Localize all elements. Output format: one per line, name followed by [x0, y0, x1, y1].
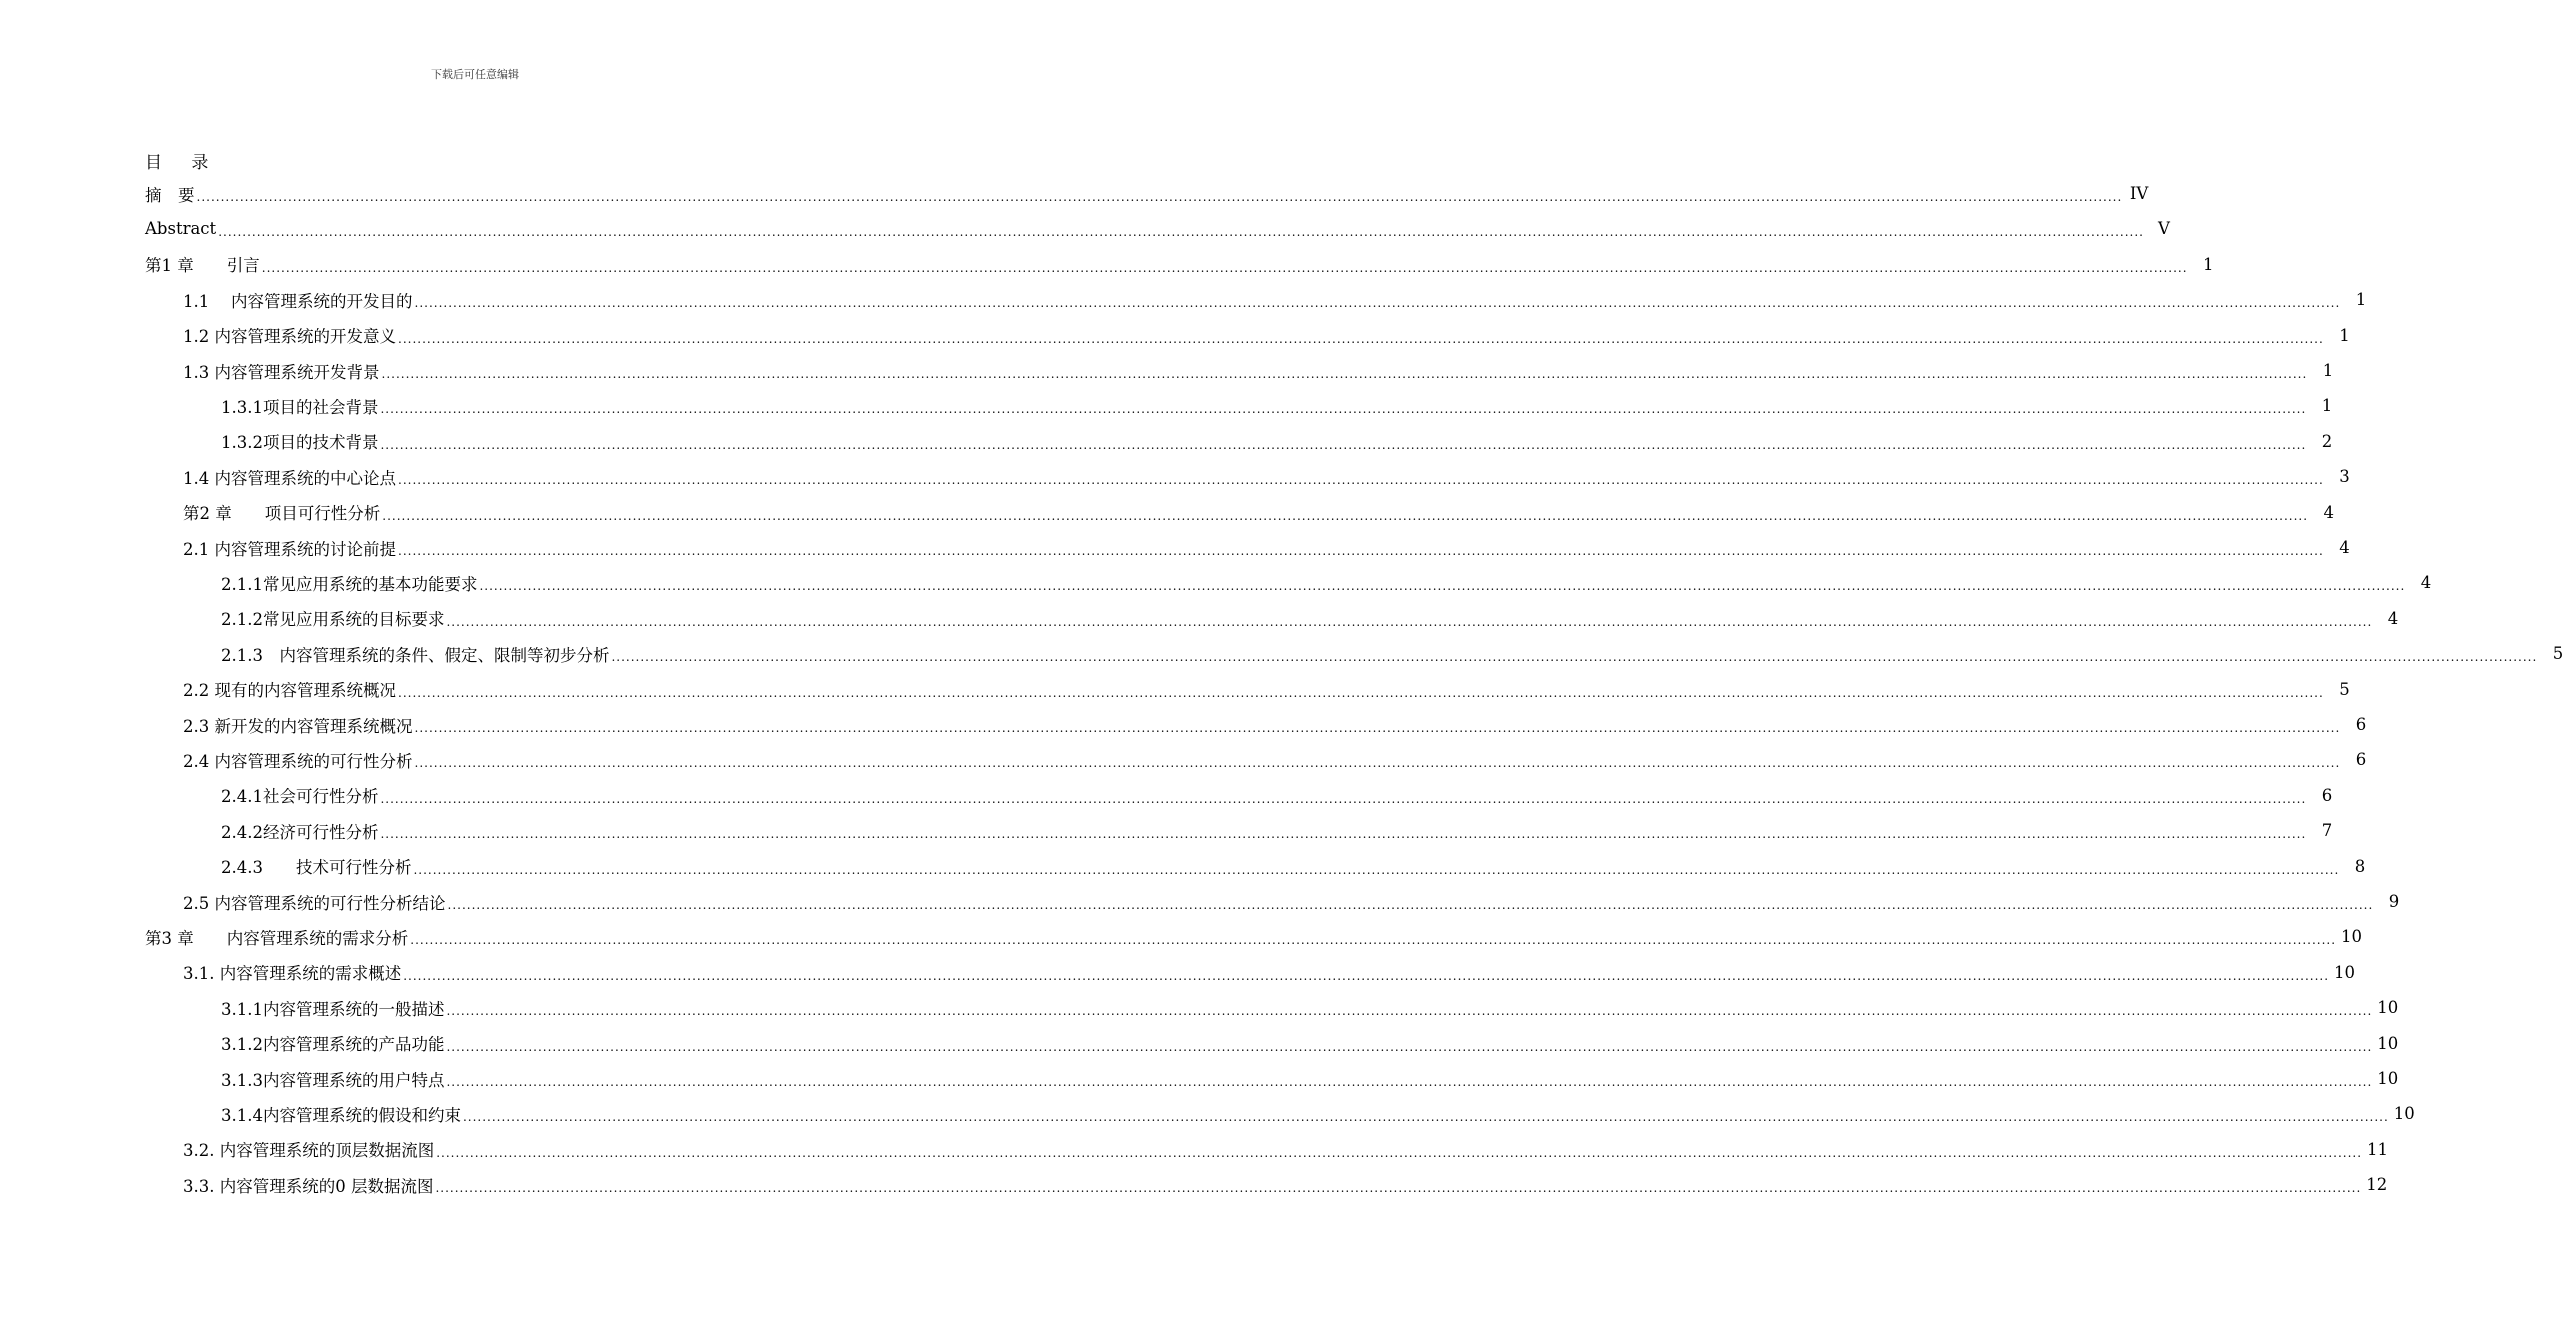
toc-entry[interactable] — [183, 884, 2400, 919]
toc-entry-label: 3.2. 内容管理系统的顶层数据流图 — [183, 1141, 435, 1161]
toc-entry-page-number: 1 — [2355, 290, 2367, 310]
toc-entry-page-number: 1 — [2339, 325, 2350, 345]
toc-dot-leader: ................................................................................................................................................................................................................................................................................................................................................................................................................ — [447, 898, 2374, 912]
toc-dot-leader: ................................................................................................................................................................................................................................................................................................................................................................................................................ — [410, 933, 2337, 948]
toc-dot-leader: ................................................................................................................................................................................................................................................................................................................................................................................................................ — [446, 614, 2373, 629]
toc-dot-leader: ................................................................................................................................................................................................................................................................................................................................................................................................................ — [462, 1110, 2389, 1125]
toc-dot-leader: ................................................................................................................................................................................................................................................................................................................................................................................................................ — [403, 968, 2330, 983]
toc-entry-page-number: 10 — [2377, 1069, 2399, 1088]
toc-entry-page-number: 10 — [2377, 1033, 2399, 1053]
toc-entry[interactable] — [145, 919, 2363, 954]
toc-entry-label: 2.3 新开发的内容管理系统概况 — [183, 716, 413, 736]
toc-entry-label: 3.1.4内容管理系统的假设和约束 — [221, 1105, 461, 1125]
toc-entry-page-number: 6 — [2321, 785, 2333, 805]
toc-entry[interactable] — [183, 955, 2356, 990]
toc-entry-label: 2.1 内容管理系统的讨论前提 — [183, 539, 396, 559]
toc-entry[interactable] — [221, 601, 2399, 636]
toc-entry[interactable] — [183, 707, 2367, 742]
toc-entry[interactable] — [221, 813, 2333, 848]
toc-entry[interactable] — [221, 1096, 2415, 1131]
toc-entry-label: 2.4.3 技术可行性分析 — [221, 858, 412, 878]
toc-title: 目 录 — [145, 153, 221, 173]
toc-entry[interactable] — [183, 318, 2350, 353]
toc-entry-page-number: 4 — [2420, 573, 2432, 593]
toc-dot-leader: ................................................................................................................................................................................................................................................................................................................................................................................................................ — [413, 862, 2340, 877]
toc-entry-page-number: 5 — [2339, 679, 2350, 699]
toc-entry-page-number: 4 — [2387, 608, 2399, 628]
toc-entry-page-number: 4 — [2339, 538, 2350, 557]
page-header-note: 下载后可任意编辑 — [431, 68, 519, 81]
toc-dot-leader: ................................................................................................................................................................................................................................................................................................................................................................................................................ — [398, 544, 2324, 558]
toc-dot-leader: ................................................................................................................................................................................................................................................................................................................................................................................................................ — [261, 260, 2188, 275]
toc-entry[interactable] — [145, 211, 2170, 246]
toc-entry-page-number: V — [2158, 219, 2170, 239]
toc-entry-page-number: 10 — [2334, 962, 2356, 982]
toc-entry[interactable] — [183, 1167, 2388, 1202]
toc-dot-leader: ................................................................................................................................................................................................................................................................................................................................................................................................................ — [446, 1039, 2373, 1054]
toc-entry-page-number: 6 — [2355, 715, 2367, 734]
toc-entry-page-number: 1 — [2322, 361, 2334, 380]
toc-entry-label: 1.3.1项目的社会背景 — [221, 397, 379, 417]
toc-dot-leader: ................................................................................................................................................................................................................................................................................................................................................................................................................ — [435, 1181, 2362, 1196]
toc-entry-page-number: 6 — [2355, 750, 2367, 770]
toc-entry[interactable] — [221, 1026, 2399, 1061]
toc-entry[interactable] — [221, 1061, 2399, 1096]
toc-entry-label: 第1 章 引言 — [145, 256, 260, 276]
toc-entry-label: 3.1.3内容管理系统的用户特点 — [221, 1070, 445, 1090]
toc-entry[interactable] — [183, 672, 2350, 707]
toc-entry[interactable] — [221, 778, 2333, 813]
toc-entry-label: 2.1.1常见应用系统的基本功能要求 — [221, 574, 478, 594]
toc-dot-leader: ................................................................................................................................................................................................................................................................................................................................................................................................................ — [611, 650, 2538, 665]
toc-dot-leader: ................................................................................................................................................................................................................................................................................................................................................................................................................ — [414, 756, 2341, 771]
toc-entry-label: 1.4 内容管理系统的中心论点 — [183, 468, 396, 488]
toc-dot-leader: ................................................................................................................................................................................................................................................................................................................................................................................................................ — [479, 579, 2406, 594]
toc-entry[interactable] — [183, 1132, 2389, 1167]
toc-entry-page-number: 10 — [2377, 998, 2399, 1018]
toc-dot-leader: ................................................................................................................................................................................................................................................................................................................................................................................................................ — [398, 331, 2324, 346]
toc-entry-page-number: 1 — [2203, 254, 2214, 274]
toc-entry-label: 2.2 现有的内容管理系统概况 — [183, 681, 396, 701]
toc-dot-leader: ................................................................................................................................................................................................................................................................................................................................................................................................................ — [380, 791, 2307, 806]
toc-entry[interactable] — [145, 176, 2149, 211]
toc-entry-page-number: 11 — [2367, 1139, 2389, 1159]
toc-entry-label: 2.5 内容管理系统的可行性分析结论 — [183, 893, 446, 913]
toc-entry-label: 1.3 内容管理系统开发背景 — [183, 362, 380, 382]
toc-dot-leader: ................................................................................................................................................................................................................................................................................................................................................................................................................ — [436, 1145, 2363, 1160]
toc-entry-label: 摘 要 — [145, 185, 195, 205]
toc-dot-leader: ................................................................................................................................................................................................................................................................................................................................................................................................................ — [196, 190, 2123, 204]
toc-dot-leader: ................................................................................................................................................................................................................................................................................................................................................................................................................ — [381, 367, 2308, 381]
toc-dot-leader: ................................................................................................................................................................................................................................................................................................................................................................................................................ — [380, 827, 2307, 842]
toc-entry[interactable] — [183, 353, 2334, 388]
toc-entry[interactable] — [183, 282, 2367, 317]
toc-entry-page-number: 2 — [2321, 431, 2333, 451]
toc-entry-label: 3.1.1内容管理系统的一般描述 — [221, 999, 445, 1019]
toc-entry-page-number: 10 — [2341, 927, 2363, 947]
toc-entry-label: 2.1.2常见应用系统的目标要求 — [221, 610, 445, 630]
toc-entry[interactable] — [221, 636, 2563, 671]
toc-entry[interactable] — [221, 990, 2399, 1025]
toc-entry-page-number: 1 — [2321, 396, 2333, 416]
toc-dot-leader: ................................................................................................................................................................................................................................................................................................................................................................................................................ — [398, 473, 2324, 488]
toc-entry-label: 1.2 内容管理系统的开发意义 — [183, 327, 396, 347]
toc-entry[interactable] — [183, 495, 2335, 530]
toc-entry-label: 2.4.2经济可行性分析 — [221, 822, 379, 842]
toc-entry-label: 2.1.3 内容管理系统的条件、假定、限制等初步分析 — [221, 645, 610, 665]
toc-entry[interactable] — [221, 424, 2333, 459]
toc-entry-page-number: 9 — [2388, 892, 2400, 911]
toc-entry-label: 1.3.2项目的技术背景 — [221, 433, 379, 453]
toc-entry-page-number: 10 — [2393, 1104, 2415, 1124]
toc-entry[interactable] — [221, 849, 2366, 884]
toc-entry-label: 第2 章 项目可行性分析 — [183, 504, 381, 524]
toc-entry[interactable] — [183, 742, 2367, 777]
toc-entry[interactable] — [221, 565, 2432, 600]
toc-dot-leader: ................................................................................................................................................................................................................................................................................................................................................................................................................ — [380, 402, 2307, 417]
toc-entry[interactable] — [145, 247, 2214, 282]
toc-dot-leader: ................................................................................................................................................................................................................................................................................................................................................................................................................ — [380, 437, 2307, 452]
toc-entry-page-number: 5 — [2552, 644, 2563, 664]
toc-entry[interactable] — [183, 459, 2350, 494]
toc-entry-label: 2.4.1社会可行性分析 — [221, 787, 379, 807]
toc-dot-leader: ................................................................................................................................................................................................................................................................................................................................................................................................................ — [414, 721, 2341, 735]
toc-entry-page-number: 7 — [2321, 821, 2333, 841]
toc-entry-label: 2.4 内容管理系统的可行性分析 — [183, 751, 413, 771]
toc-entry-label: 1.1 内容管理系统的开发目的 — [183, 291, 413, 311]
toc-entry-label: 3.1. 内容管理系统的需求概述 — [183, 964, 402, 984]
toc-entry-page-number: 4 — [2323, 502, 2335, 522]
toc-entry-page-number: 3 — [2339, 467, 2350, 487]
toc-entry-label: Abstract — [145, 219, 217, 239]
toc-entry-label: 第3 章 内容管理系统的需求分析 — [145, 928, 409, 948]
toc-dot-leader: ................................................................................................................................................................................................................................................................................................................................................................................................................ — [382, 508, 2309, 523]
toc-dot-leader: ................................................................................................................................................................................................................................................................................................................................................................................................................ — [414, 296, 2341, 311]
toc-dot-leader: ................................................................................................................................................................................................................................................................................................................................................................................................................ — [218, 225, 2144, 240]
toc-entry[interactable] — [221, 388, 2333, 423]
toc-entry-label: 3.3. 内容管理系统的0 层数据流图 — [183, 1176, 434, 1196]
toc-entry-page-number: 12 — [2366, 1175, 2388, 1195]
toc-entry-page-number: 8 — [2354, 856, 2366, 876]
toc-dot-leader: ................................................................................................................................................................................................................................................................................................................................................................................................................ — [446, 1075, 2373, 1089]
toc-dot-leader: ................................................................................................................................................................................................................................................................................................................................................................................................................ — [446, 1004, 2373, 1019]
toc-entry-label: 3.1.2内容管理系统的产品功能 — [221, 1035, 445, 1055]
toc-entry-page-number: IV — [2129, 184, 2149, 203]
toc-entry[interactable] — [183, 530, 2350, 565]
toc-dot-leader: ................................................................................................................................................................................................................................................................................................................................................................................................................ — [398, 685, 2324, 700]
